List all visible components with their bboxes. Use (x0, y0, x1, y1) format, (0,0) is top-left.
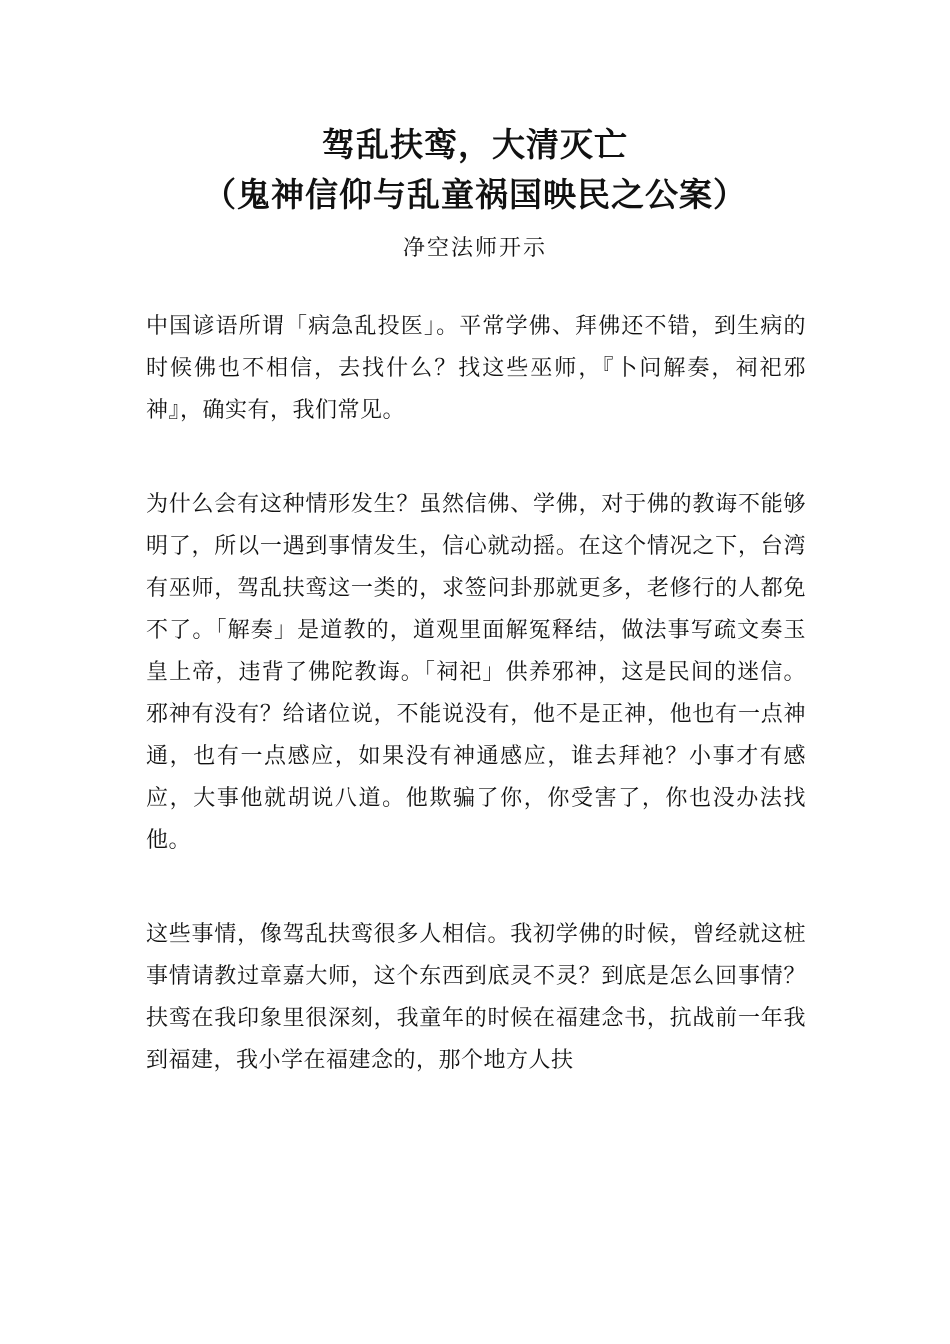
title-line-1: 驾乱扶鸾，大清灭亡 (322, 125, 628, 164)
paragraph-3: 这些事情，像驾乱扶鸾很多人相信。我初学佛的时候，曾经就这桩事情请教过章嘉大师，这个东西到底灵不灵？到底是怎么回事情？扶鸾在我印象里很深刻，我童年的时候在福建念书，抗战前一年我到福建，我小学在福建念的，那个地方人扶 (146, 922, 806, 1073)
title-line-2: （鬼神信仰与乱童祸国映民之公案） (203, 175, 747, 214)
paragraph-1: 中国谚语所谓「病急乱投医」。平常学佛、拜佛还不错，到生病的时候佛也不相信，去找什么？找这些巫师，『卜问解奏，祠祀邪神』，确实有，我们常见。 (146, 314, 806, 423)
body-text (146, 306, 806, 1134)
paragraph-2: 为什么会有这种情形发生？虽然信佛、学佛，对于佛的教诲不能够明了，所以一遇到事情发生，信心就动摇。在这个情况之下，台湾有巫师，驾乱扶鸾这一类的，求签问卦那就更多，老修行的人都免不了。「解奏」是道教的，道观里面解冤释结，做法事写疏文奏玉皇上帝，违背了佛陀教诲。「祠祀」供养邪神，这是民间的迷信。邪神有没有？给诸位说，不能说没有，他不是正神，他也有一点神通，也有一点感应，如果没有神通感应，谁去拜祂？小事才有感应，大事他就胡说八道。他欺骗了你，你受害了，你也没办法找他。 (146, 492, 806, 853)
speaker-subtitle: 净空法师开示 (402, 236, 547, 261)
title-block (0, 120, 950, 264)
